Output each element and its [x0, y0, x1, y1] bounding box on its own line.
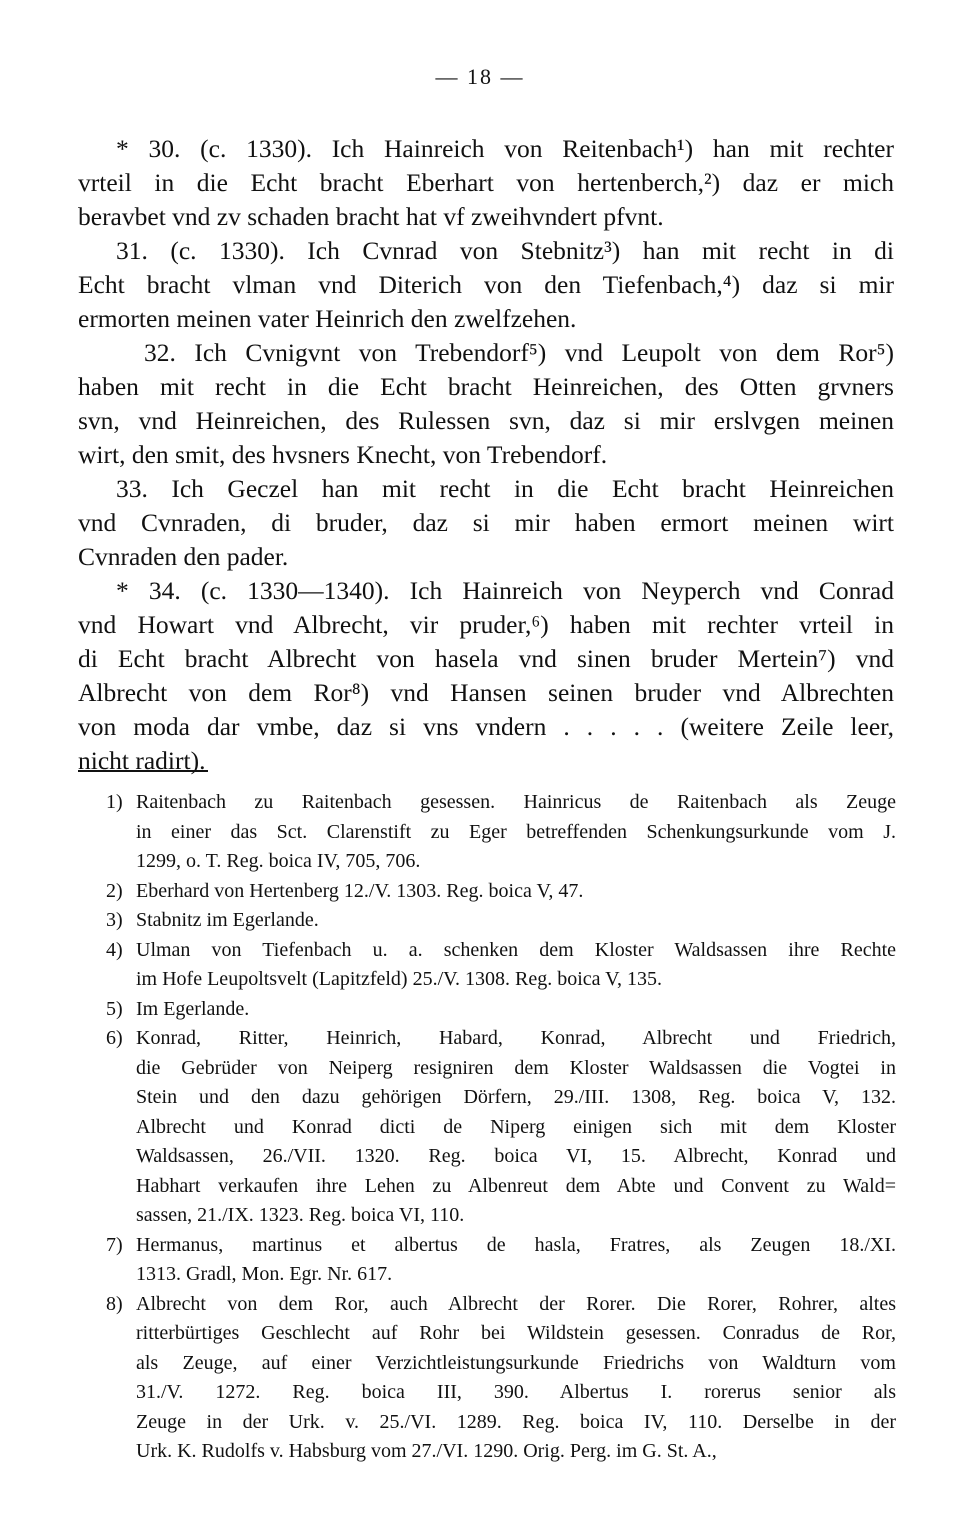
- footnote-line: [106, 1260, 896, 1290]
- footnote-line: [106, 1437, 896, 1467]
- text-line: vrteil in die Echt bracht Eberhart von hertenberch,²) daz er mich: [78, 168, 894, 197]
- footnote-line: [106, 1142, 896, 1172]
- footnote-line: [106, 1290, 896, 1320]
- footnote-line: [106, 1083, 896, 1113]
- footnote-text: Zeuge in der Urk. v. 25./VI. 1289. Reg. boica IV, 110. Derselbe in der: [136, 1410, 896, 1433]
- text-line: 33. Ich Geczel han mit recht in die Echt bracht Heinreichen: [116, 474, 894, 503]
- footnote-number: 4): [106, 938, 123, 961]
- footnote-line: [106, 906, 896, 936]
- footnote-number: 8): [106, 1292, 123, 1315]
- footnote-number: 2): [106, 879, 123, 902]
- footnote-text: 1299, o. T. Reg. boica IV, 705, 706.: [136, 850, 421, 872]
- footnote-text: 1313. Gradl, Mon. Egr. Nr. 617.: [136, 1263, 393, 1285]
- footnote-line: [106, 1024, 896, 1054]
- text-line: Cvnraden den pader.: [78, 542, 289, 571]
- footnote-line: [106, 1378, 896, 1408]
- footnote-line: [106, 1231, 896, 1261]
- footnote-text: im Hofe Leupoltsvelt (Lapitzfeld) 25./V. 1308. Reg. boica V, 135.: [136, 968, 663, 990]
- footnote-line: [106, 995, 896, 1025]
- footnote-text: in einer das Sct. Clarenstift zu Eger betreffenden Schenkungsurkunde vom J.: [136, 820, 896, 843]
- text-line: beravbet vnd zv schaden bracht hat vf zweihvndert pfvnt.: [78, 202, 664, 231]
- footnote-text: Albrecht von dem Ror, auch Albrecht der Rorer. Die Rorer, Rohrer, altes: [136, 1292, 896, 1315]
- footnote-rule: [78, 770, 208, 772]
- footnotes: [106, 788, 896, 1467]
- footnote-line: [106, 1054, 896, 1084]
- text-line: * 30. (c. 1330). Ich Hainreich von Reitenbach¹) han mit rechter: [116, 134, 894, 163]
- footnote-number: 5): [106, 997, 123, 1020]
- footnote-text: als Zeuge, auf einer Verzichtleistungsurkunde Friedrichs von Waldturn vom: [136, 1351, 896, 1374]
- text-line: vnd Cvnraden, di bruder, daz si mir haben ermort meinen wirt: [78, 508, 894, 537]
- footnote-text: Stein und den dazu gehörigen Dörfern, 29./III. 1308, Reg. boica V, 132.: [136, 1086, 896, 1108]
- footnote-line: [106, 788, 896, 818]
- text-line: nicht radirt).: [78, 746, 206, 775]
- text-line: svn, vnd Heinreichen, des Rulessen svn, daz si mir erslvgen meinen: [78, 406, 894, 435]
- footnote-line: [106, 1349, 896, 1379]
- footnote-line: [106, 936, 896, 966]
- footnote-text: Raitenbach zu Raitenbach gesessen. Hainricus de Raitenbach als Zeuge: [136, 791, 896, 813]
- footnote-line: [106, 847, 896, 877]
- footnote-text: Im Egerlande.: [136, 997, 250, 1020]
- text-line: 32. Ich Cvnigvnt von Trebendorf⁵) vnd Leupolt von dem Ror⁵): [144, 338, 894, 367]
- footnote-text: Konrad, Ritter, Heinrich, Habard, Konrad, Albrecht und Friedrich,: [136, 1027, 896, 1049]
- footnote-number: 1): [106, 791, 123, 813]
- footnote-line: [106, 1172, 896, 1202]
- footnote-text: Habhart verkaufen ihre Lehen zu Albenreut dem Abte und Convent zu Wald=: [136, 1174, 896, 1197]
- text-line: Albrecht von dem Ror⁸) vnd Hansen seinen bruder vnd Albrechten: [78, 678, 894, 707]
- footnote-text: Hermanus, martinus et albertus de hasla, Fratres, als Zeugen 18./XI.: [136, 1233, 896, 1256]
- text-line: wirt, den smit, des hvsners Knecht, von Trebendorf.: [78, 440, 608, 469]
- text-line: vnd Howart vnd Albrecht, vir pruder,⁶) haben mit rechter vrteil in: [78, 610, 894, 639]
- footnote-line: [106, 877, 896, 907]
- footnote-text: sassen, 21./IX. 1323. Reg. boica VI, 110.: [136, 1204, 465, 1226]
- text-line: 31. (c. 1330). Ich Cvnrad von Stebnitz³) han mit recht in di: [116, 236, 894, 265]
- footnote-line: [106, 1408, 896, 1438]
- footnote-text: Albrecht und Konrad dicti de Niperg einigen sich mit dem Kloster: [136, 1115, 896, 1138]
- footnote-line: [106, 1201, 896, 1231]
- footnote-text: Eberhard von Hertenberg 12./V. 1303. Reg. boica V, 47.: [136, 879, 584, 902]
- footnote-number: 7): [106, 1233, 123, 1256]
- footnote-line: [106, 1113, 896, 1143]
- footnote-text: ritterbürtiges Geschlecht auf Rohr bei Wildstein gesessen. Conradus de Ror,: [136, 1322, 896, 1344]
- footnote-text: Urk. K. Rudolfs v. Habsburg vom 27./VI. 1290. Orig. Perg. im G. St. A.,: [136, 1440, 717, 1462]
- text-line: von moda dar vmbe, daz si vns vndern . . . . . (weitere Zeile leer,: [78, 712, 894, 741]
- footnote-text: 31./V. 1272. Reg. boica III, 390. Albertus I. rorerus senior als: [136, 1381, 896, 1403]
- text-line: * 34. (c. 1330—1340). Ich Hainreich von Neyperch vnd Conrad: [116, 576, 894, 605]
- footnote-number: 6): [106, 1027, 123, 1049]
- footnote-line: [106, 1319, 896, 1349]
- footnote-text: Ulman von Tiefenbach u. a. schenken dem Kloster Waldsassen ihre Rechte: [136, 938, 896, 961]
- footnote-line: [106, 818, 896, 848]
- page-number: — 18 —: [435, 64, 525, 89]
- footnote-text: Stabnitz im Egerlande.: [136, 909, 319, 931]
- footnote-number: 3): [106, 909, 123, 931]
- main-text: [78, 132, 894, 778]
- text-line: Echt bracht vlman vnd Diterich von den Tiefenbach,⁴) daz si mir: [78, 270, 894, 299]
- footnote-text: die Gebrüder von Neiperg resigniren dem Kloster Waldsassen die Vogtei in: [136, 1056, 896, 1079]
- footnote-text: Waldsassen, 26./VII. 1320. Reg. boica VI, 15. Albrecht, Konrad und: [136, 1145, 896, 1167]
- text-line: haben mit recht in die Echt bracht Heinreichen, des Otten grvners: [78, 372, 894, 401]
- text-line: ermorten meinen vater Heinrich den zwelfzehen.: [78, 304, 577, 333]
- text-line: di Echt bracht Albrecht von hasela vnd sinen bruder Mertein⁷) vnd: [78, 644, 894, 673]
- footnote-line: [106, 965, 896, 995]
